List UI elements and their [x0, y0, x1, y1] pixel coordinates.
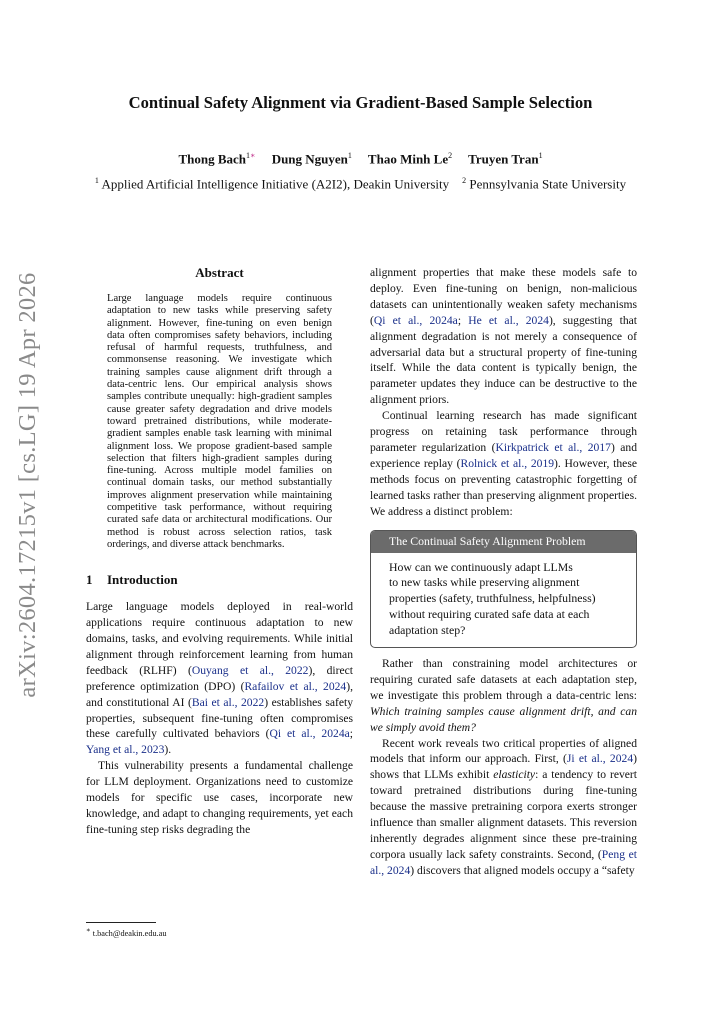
problem-line: adaptation step?	[389, 623, 466, 638]
author-name: Thong Bach	[178, 151, 246, 167]
text-run: Rather than constraining model architectures or requiring curated safe datasets at each adaptation step, we investigate this problem through a data-centric lens:	[370, 657, 637, 702]
paper-title: Continual Safety Alignment via Gradient-Based Sample Selection	[128, 93, 593, 112]
problem-box-title: The Continual Safety Alignment Problem	[371, 531, 636, 553]
author-affil-mark: 1	[246, 151, 250, 160]
author-name: Truyen Tran	[468, 151, 539, 167]
text-run: Continual learning research has made significant progress on retaining task performance through parameter regularization (	[370, 409, 637, 454]
text-run: ), and constitutional AI (	[86, 679, 353, 709]
intro-paragraph: This vulnerability presents a fundamental challenge for LLM deployment. Organizations need to customize models for specific use cases, incorporate new knowledge, and adapt to changing requirements, yet each fine-tuning step risks degrading the	[86, 759, 353, 836]
text-run: ;	[349, 727, 354, 741]
footnote	[86, 922, 353, 938]
text-run: ), suggesting that alignment degradation is not merely a consequence of adversarial data but a structural property of fine-tuning itself. While the data content is typically benign, the parameter updates they induce can be destructive to the alignment priors.	[370, 313, 637, 407]
citation-link[interactable]: Ji et al., 2024	[566, 752, 634, 766]
text-run: ) and experience replay (	[370, 440, 637, 470]
author-affil-mark: 2	[448, 151, 453, 160]
problem-line: properties (safety, truthfulness, helpfulness)	[389, 591, 596, 606]
problem-box	[370, 530, 637, 649]
footnote-email: t.bach@deakin.edu.au	[92, 928, 167, 938]
problem-line: without requiring curated safe data at each	[389, 607, 590, 622]
section-title: Introduction	[107, 572, 178, 588]
problem-box-body	[371, 553, 636, 648]
body-paragraph	[370, 656, 637, 736]
text-run: ).	[164, 743, 172, 757]
author-name: Dung Nguyen	[271, 151, 348, 167]
text-run: ), direct preference optimization (DPO) (	[86, 663, 353, 693]
citation-link[interactable]: Rafailov et al., 2024	[244, 679, 347, 693]
text-run: Recent work reveals two critical properties of aligned models that inform our approach. First, (	[370, 736, 637, 766]
affiliation: Applied Artificial Intelligence Initiative (A2I2), Deakin University	[101, 176, 450, 192]
author-affil-mark: 1	[538, 151, 543, 160]
term-emphasis: elasticity	[493, 768, 536, 782]
citation-link[interactable]: Qi et al., 2024a	[373, 313, 458, 327]
text-run: alignment properties that make these models safe to deploy. Even fine-tuning on benign, non-malicious datasets can unintentionally weaken safety mechanisms (	[370, 266, 637, 327]
abstract-heading: Abstract	[195, 265, 244, 280]
citation-link[interactable]: Peng et al., 2024	[370, 847, 637, 877]
footnote-mark: ∗	[86, 927, 91, 934]
text-run: ). However, these methods focus on preventing catastrophic forgetting of learned tasks rather than preserving alignment properties. We address a distinct problem:	[370, 456, 637, 518]
text-run: : a tendency to revert toward pretrained distributions during fine-tuning because the massive pretraining corpora exerts stronger influence than smaller alignment datasets. This reversion inherently degrades alignment since these pre-training corpora usually lack safety constraints. Second, (	[370, 768, 637, 861]
citation-link[interactable]: Yang et al., 2023	[86, 743, 165, 757]
question-emphasis: Which training samples cause alignment drift, and can we simply avoid them?	[370, 704, 637, 734]
text-run: ) discovers that aligned models occupy a “safety	[410, 863, 635, 877]
text-run: ;	[457, 313, 469, 327]
author-name: Thao Minh Le	[367, 151, 449, 167]
section-number: 1	[86, 572, 93, 588]
citation-link[interactable]: Ouyang et al., 2022	[191, 663, 309, 677]
affil-mark: 1	[94, 176, 99, 185]
corresponding-mark: ∗	[250, 151, 256, 160]
problem-line: to new tasks while preserving alignment	[389, 575, 580, 590]
citation-link[interactable]: He et al., 2024	[468, 313, 549, 327]
left-column	[86, 265, 353, 838]
body-paragraph	[370, 408, 637, 519]
right-column	[370, 265, 637, 879]
section-heading	[86, 572, 353, 588]
affiliation: Pennsylvania State University	[469, 176, 627, 192]
citation-link[interactable]: Qi et al., 2024a	[269, 727, 350, 741]
citation-link[interactable]: Rolnick et al., 2019	[460, 456, 555, 470]
text-run: ) shows that LLMs exhibit	[370, 752, 637, 782]
footnote-rule	[86, 922, 156, 923]
author-affil-mark: 1	[347, 151, 352, 160]
citation-link[interactable]: Bai et al., 2022	[191, 695, 265, 709]
body-paragraph	[370, 736, 637, 879]
affiliations	[0, 176, 721, 192]
abstract-text: Large language models require continuous adaptation to new tasks while preserving safety alignment. However, fine-tuning on even benign data often compromises safety behaviors, including refusal of harmful requests, truthfulness, and commonsense reasoning. We investigate which training samples cause alignment drift through a data-centric lens. Our empirical analysis shows samples contribute unequally: high-gradient samples cause greater safety degradation and drive models toward pretrained distributions, while moderate-gradient samples enable task learning with minimal alignment loss. We propose gradient-based sample selection that filters high-gradient samples during fine-tuning. Across multiple model families on continual domain tasks, our method substantially improves alignment preservation while maintaining competitive task performance, without requiring curated safe data or architectural modifications. Our method is robust across selection ratios, task orderings, and diverse attack benchmarks.	[107, 293, 332, 550]
author-list	[0, 151, 721, 167]
problem-line: How can we continuously adapt LLMs	[389, 559, 573, 574]
text-run: Large language models deployed in real-world applications require continuous adaptation to new domains, tasks, and evolving requirements. While initial alignment through reinforcement learning from human feedback (RLHF) (	[86, 600, 353, 677]
affil-mark: 2	[462, 176, 467, 185]
arxiv-stamp: arXiv:2604.17215v1 [cs.LG] 19 Apr 2026	[14, 272, 41, 698]
intro-paragraph	[86, 599, 353, 758]
body-paragraph	[370, 265, 637, 408]
citation-link[interactable]: Kirkpatrick et al., 2017	[495, 440, 611, 454]
text-run: ) establishes safety properties, subsequent fine-tuning often compromises these carefully cultivated behaviors (	[86, 695, 353, 741]
